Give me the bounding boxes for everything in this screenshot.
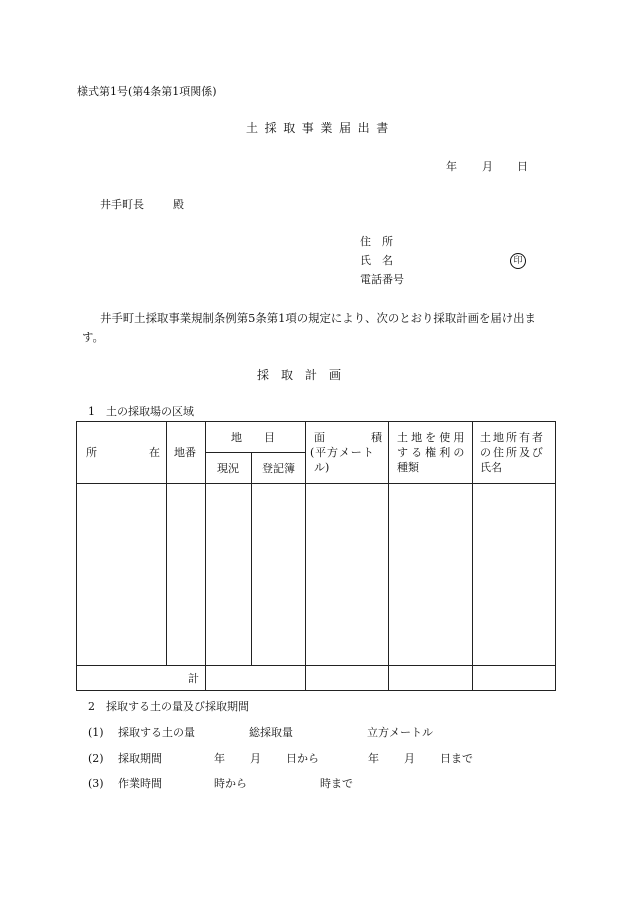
date-year: 年 — [446, 160, 457, 173]
item1-unit: 立方メートル — [367, 726, 433, 739]
item3-start-time: 時から — [214, 777, 247, 790]
col-right-b: する権利の — [397, 446, 468, 459]
col-area-d: ル) — [314, 461, 330, 474]
date-month: 月 — [482, 160, 493, 173]
col-location-b: 在 — [149, 446, 160, 459]
item1-number: (1) — [88, 726, 104, 739]
col-right-c: 種類 — [397, 461, 419, 474]
col-owner-b: の住所及び — [480, 446, 545, 459]
item2-start-day: 日から — [286, 752, 319, 765]
plan-title: 採 取 計 画 — [257, 368, 342, 382]
item1-label: 採取する土の量 — [118, 726, 195, 739]
col-right-a: 土地を使用 — [397, 431, 468, 444]
col-area-c: (平方メート — [310, 446, 375, 459]
document-title: 土採取事業届出書 — [246, 121, 395, 135]
col-location-a: 所 — [86, 446, 97, 459]
item2-start-year: 年 — [214, 752, 225, 765]
addressee-honorific: 殿 — [173, 198, 184, 211]
seal-mark: 印 — [510, 253, 526, 269]
col-owner-c: 氏名 — [480, 461, 502, 474]
addressee-name: 井手町長 — [100, 198, 144, 211]
col-lot-number: 地番 — [174, 446, 196, 459]
col-registry: 登記簿 — [262, 462, 295, 475]
col-owner-a: 土地所有者 — [480, 431, 545, 444]
section1-heading: 1 土の採取場の区域 — [88, 405, 194, 418]
applicant-phone-label: 電話番号 — [360, 273, 404, 286]
item3-end-time: 時まで — [320, 777, 353, 790]
item3-number: (3) — [88, 777, 104, 790]
col-land-use: 地 目 — [231, 431, 275, 444]
col-current-use: 現況 — [217, 462, 239, 475]
total-label: 計 — [188, 672, 199, 685]
section2-heading: 2 採取する土の量及び採取期間 — [88, 700, 249, 713]
date-day: 日 — [517, 160, 528, 173]
body-text-line2: す。 — [82, 330, 104, 344]
form-number: 様式第1号(第4条第1項関係) — [77, 85, 217, 98]
col-area-b: 積 — [371, 431, 382, 444]
item2-label: 採取期間 — [118, 752, 162, 765]
body-text-line1: 井手町土採取事業規制条例第5条第1項の規定により、次のとおり採取計画を届け出ま — [100, 311, 536, 325]
applicant-name-label: 氏 名 — [360, 254, 393, 267]
item3-label: 作業時間 — [118, 777, 162, 790]
item2-end-month: 月 — [404, 752, 415, 765]
applicant-address-label: 住 所 — [360, 235, 393, 248]
item2-start-month: 月 — [250, 752, 261, 765]
item2-end-year: 年 — [368, 752, 379, 765]
col-area-a: 面 — [314, 431, 325, 444]
item2-number: (2) — [88, 752, 104, 765]
item1-total-label: 総採取量 — [249, 726, 293, 739]
item2-end-day: 日まで — [440, 752, 473, 765]
